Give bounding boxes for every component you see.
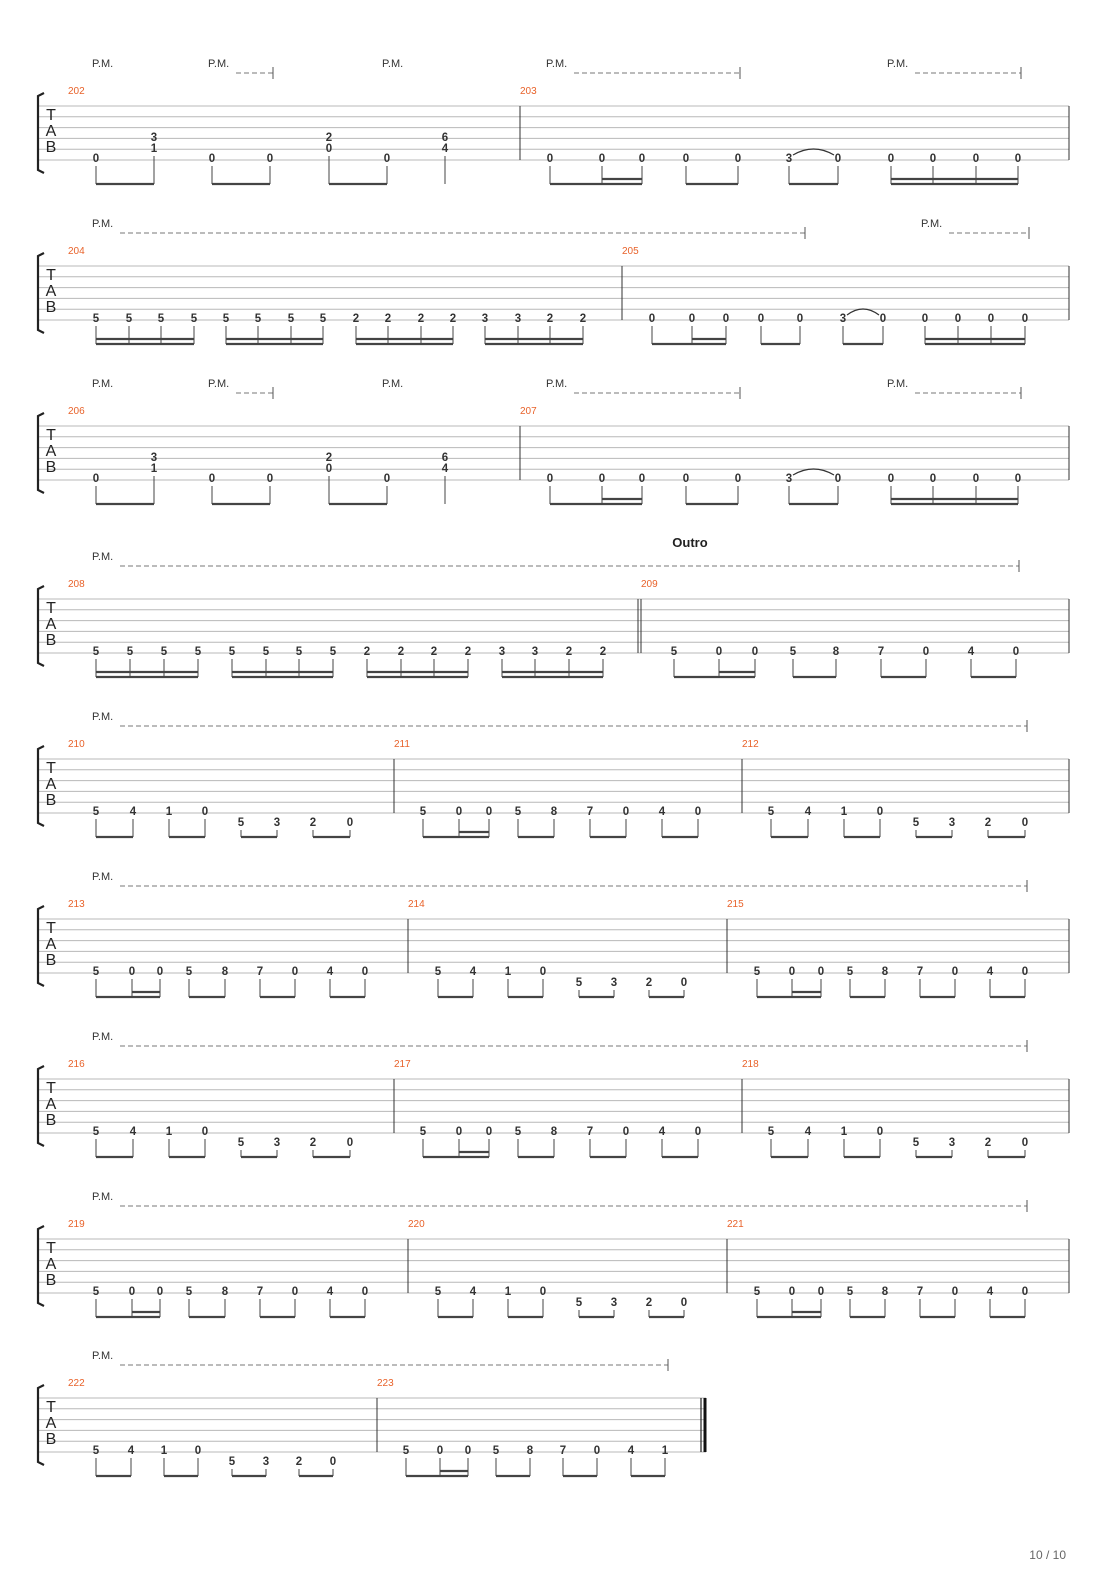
palm-mute-label: P.M. — [887, 58, 909, 70]
fret-number: 4 — [627, 1445, 635, 1457]
fret-number: 0 — [455, 806, 463, 818]
page-number: 10 / 10 — [1029, 1548, 1066, 1562]
fret-number: 5 — [160, 646, 168, 658]
fret-number: 5 — [846, 1286, 854, 1298]
fret-number: 5 — [190, 313, 198, 325]
fret-number: 2 — [565, 646, 573, 658]
tab-clef-letter: T — [46, 267, 56, 284]
fret-number: 0 — [682, 153, 690, 165]
fret-number: 5 — [846, 966, 854, 978]
fret-number: 0 — [951, 1286, 959, 1298]
fret-number: 5 — [789, 646, 797, 658]
fret-number: 5 — [157, 313, 165, 325]
fret-number: 5 — [92, 806, 100, 818]
fret-number: 5 — [254, 313, 262, 325]
palm-mute-label: P.M. — [546, 378, 568, 390]
fret-number: 0 — [361, 966, 369, 978]
fret-number: 5 — [92, 966, 100, 978]
fret-number: 0 — [834, 153, 842, 165]
fret-number: 0 — [325, 143, 333, 155]
fret-number: 0 — [682, 473, 690, 485]
fret-number: 2 — [645, 1297, 653, 1309]
fret-number: 0 — [266, 473, 274, 485]
fret-number: 5 — [912, 817, 920, 829]
fret-number: 7 — [586, 1126, 594, 1138]
system-bracket — [38, 413, 44, 493]
fret-number: 1 — [165, 806, 173, 818]
fret-number: 1 — [165, 1126, 173, 1138]
tab-clef-letter: A — [45, 1415, 57, 1432]
measure-number: 202 — [68, 86, 85, 97]
system-bracket — [38, 586, 44, 666]
fret-number: 2 — [579, 313, 587, 325]
fret-number: 4 — [804, 806, 812, 818]
fret-number: 0 — [817, 1286, 825, 1298]
fret-number: 4 — [967, 646, 975, 658]
fret-number: 5 — [767, 1126, 775, 1138]
palm-mute-label: P.M. — [208, 378, 230, 390]
fret-number: 0 — [922, 646, 930, 658]
fret-number: 6 — [441, 132, 449, 144]
fret-number: 0 — [1014, 473, 1022, 485]
fret-number: 5 — [319, 313, 327, 325]
fret-number: 0 — [194, 1445, 202, 1457]
fret-number: 0 — [734, 153, 742, 165]
measure-number: 217 — [394, 1059, 411, 1070]
fret-number: 7 — [256, 966, 264, 978]
fret-number: 0 — [436, 1445, 444, 1457]
fret-number: 3 — [262, 1456, 270, 1468]
fret-number: 3 — [948, 817, 956, 829]
fret-number: 5 — [185, 1286, 193, 1298]
fret-number: 0 — [325, 463, 333, 475]
fret-number: 4 — [804, 1126, 812, 1138]
fret-number: 5 — [670, 646, 678, 658]
fret-number: 4 — [129, 1126, 137, 1138]
tab-clef-letter: T — [46, 1399, 56, 1416]
fret-number: 5 — [419, 1126, 427, 1138]
palm-mute-label: P.M. — [92, 1031, 114, 1043]
palm-mute-label: P.M. — [208, 58, 230, 70]
fret-number: 0 — [546, 153, 554, 165]
fret-number: 0 — [951, 966, 959, 978]
fret-number: 0 — [156, 966, 164, 978]
fret-number: 0 — [485, 806, 493, 818]
measure-number: 223 — [377, 1378, 394, 1389]
fret-number: 5 — [753, 966, 761, 978]
fret-number: 0 — [929, 153, 937, 165]
fret-number: 5 — [126, 646, 134, 658]
fret-number: 5 — [228, 646, 236, 658]
fret-number: 0 — [383, 153, 391, 165]
fret-number: 0 — [638, 473, 646, 485]
fret-number: 0 — [796, 313, 804, 325]
fret-number: 0 — [156, 1286, 164, 1298]
fret-number: 4 — [441, 143, 449, 155]
fret-number: 0 — [266, 153, 274, 165]
fret-number: 0 — [921, 313, 929, 325]
fret-number: 1 — [150, 143, 158, 155]
fret-number: 0 — [648, 313, 656, 325]
fret-number: 2 — [309, 1137, 317, 1149]
tab-clef-letter: A — [45, 1256, 57, 1273]
fret-number: 0 — [694, 1126, 702, 1138]
fret-number: 2 — [984, 817, 992, 829]
fret-number: 4 — [986, 1286, 994, 1298]
fret-number: 2 — [430, 646, 438, 658]
fret-number: 5 — [329, 646, 337, 658]
fret-number: 4 — [326, 966, 334, 978]
fret-number: 5 — [434, 1286, 442, 1298]
fret-number: 4 — [658, 1126, 666, 1138]
fret-number: 0 — [788, 966, 796, 978]
tie — [793, 469, 834, 475]
fret-number: 0 — [622, 806, 630, 818]
fret-number: 8 — [881, 1286, 889, 1298]
tab-clef-letter: T — [46, 920, 56, 937]
palm-mute-label: P.M. — [382, 58, 404, 70]
palm-mute-label: P.M. — [92, 711, 114, 723]
fret-number: 7 — [916, 966, 924, 978]
fret-number: 5 — [912, 1137, 920, 1149]
fret-number: 4 — [129, 806, 137, 818]
palm-mute-label: P.M. — [382, 378, 404, 390]
fret-number: 5 — [295, 646, 303, 658]
fret-number: 3 — [839, 313, 847, 325]
fret-number: 5 — [222, 313, 230, 325]
tab-clef-letter: B — [45, 459, 57, 476]
fret-number: 5 — [767, 806, 775, 818]
tab-clef-letter: A — [45, 776, 57, 793]
fret-number: 0 — [291, 1286, 299, 1298]
fret-number: 7 — [916, 1286, 924, 1298]
fret-number: 5 — [434, 966, 442, 978]
fret-number: 0 — [954, 313, 962, 325]
fret-number: 0 — [598, 153, 606, 165]
fret-number: 1 — [661, 1445, 669, 1457]
fret-number: 2 — [325, 452, 333, 464]
fret-number: 5 — [402, 1445, 410, 1457]
fret-number: 0 — [715, 646, 723, 658]
fret-number: 0 — [361, 1286, 369, 1298]
fret-number: 0 — [887, 473, 895, 485]
tab-clef-letter: B — [45, 299, 57, 316]
measure-number: 208 — [68, 579, 85, 590]
tab-clef-letter: T — [46, 1240, 56, 1257]
fret-number: 7 — [877, 646, 885, 658]
tie — [793, 149, 834, 155]
fret-number: 0 — [688, 313, 696, 325]
system-bracket — [38, 906, 44, 986]
tab-clef-letter: B — [45, 632, 57, 649]
fret-number: 2 — [546, 313, 554, 325]
fret-number: 5 — [514, 1126, 522, 1138]
fret-number: 0 — [929, 473, 937, 485]
tab-clef-letter: A — [45, 936, 57, 953]
fret-number: 0 — [1021, 313, 1029, 325]
fret-number: 0 — [757, 313, 765, 325]
fret-number: 8 — [832, 646, 840, 658]
fret-number: 3 — [785, 473, 793, 485]
system-bracket — [38, 1066, 44, 1146]
fret-number: 4 — [469, 966, 477, 978]
tab-clef-letter: B — [45, 792, 57, 809]
fret-number: 5 — [125, 313, 133, 325]
fret-number: 5 — [92, 1286, 100, 1298]
fret-number: 0 — [876, 1126, 884, 1138]
fret-number: 0 — [1021, 1137, 1029, 1149]
fret-number: 0 — [485, 1126, 493, 1138]
fret-number: 2 — [464, 646, 472, 658]
fret-number: 0 — [329, 1456, 337, 1468]
fret-number: 0 — [734, 473, 742, 485]
fret-number: 2 — [325, 132, 333, 144]
palm-mute-label: P.M. — [921, 218, 943, 230]
fret-number: 4 — [326, 1286, 334, 1298]
fret-number: 5 — [92, 1126, 100, 1138]
fret-number: 8 — [221, 1286, 229, 1298]
palm-mute-label: P.M. — [92, 58, 114, 70]
fret-number: 5 — [262, 646, 270, 658]
palm-mute-label: P.M. — [546, 58, 568, 70]
fret-number: 0 — [455, 1126, 463, 1138]
fret-number: 1 — [504, 1286, 512, 1298]
fret-number: 5 — [237, 1137, 245, 1149]
fret-number: 2 — [295, 1456, 303, 1468]
fret-number: 3 — [498, 646, 506, 658]
fret-number: 0 — [291, 966, 299, 978]
fret-number: 2 — [449, 313, 457, 325]
fret-number: 0 — [1014, 153, 1022, 165]
fret-number: 8 — [881, 966, 889, 978]
measure-number: 213 — [68, 899, 85, 910]
fret-number: 0 — [876, 806, 884, 818]
fret-number: 3 — [514, 313, 522, 325]
fret-number: 0 — [622, 1126, 630, 1138]
palm-mute-label: P.M. — [92, 1350, 114, 1362]
fret-number: 5 — [92, 313, 100, 325]
system-bracket — [38, 93, 44, 173]
fret-number: 0 — [92, 153, 100, 165]
fret-number: 0 — [788, 1286, 796, 1298]
fret-number: 2 — [645, 977, 653, 989]
fret-number: 2 — [363, 646, 371, 658]
fret-number: 5 — [237, 817, 245, 829]
tab-clef-letter: T — [46, 107, 56, 124]
fret-number: 4 — [127, 1445, 135, 1457]
fret-number: 4 — [441, 463, 449, 475]
fret-number: 1 — [160, 1445, 168, 1457]
fret-number: 1 — [150, 463, 158, 475]
fret-number: 5 — [92, 646, 100, 658]
fret-number: 0 — [1021, 1286, 1029, 1298]
measure-number: 220 — [408, 1219, 425, 1230]
system-bracket — [38, 1385, 44, 1465]
fret-number: 0 — [887, 153, 895, 165]
fret-number: 0 — [201, 1126, 209, 1138]
fret-number: 2 — [984, 1137, 992, 1149]
measure-number: 215 — [727, 899, 744, 910]
fret-number: 0 — [208, 153, 216, 165]
measure-number: 206 — [68, 406, 85, 417]
measure-number: 207 — [520, 406, 537, 417]
system-bracket — [38, 746, 44, 826]
fret-number: 1 — [504, 966, 512, 978]
fret-number: 0 — [1021, 966, 1029, 978]
tab-clef-letter: A — [45, 123, 57, 140]
measure-number: 221 — [727, 1219, 744, 1230]
fret-number: 5 — [753, 1286, 761, 1298]
fret-number: 0 — [694, 806, 702, 818]
fret-number: 0 — [638, 153, 646, 165]
system-bracket — [38, 1226, 44, 1306]
fret-number: 8 — [550, 1126, 558, 1138]
fret-number: 0 — [834, 473, 842, 485]
tab-clef-letter: B — [45, 1431, 57, 1448]
fret-number: 3 — [273, 1137, 281, 1149]
measure-number: 222 — [68, 1378, 85, 1389]
measure-number: 205 — [622, 246, 639, 257]
tab-clef-letter: B — [45, 952, 57, 969]
measure-number: 203 — [520, 86, 537, 97]
fret-number: 8 — [526, 1445, 534, 1457]
tab-clef-letter: B — [45, 1272, 57, 1289]
palm-mute-label: P.M. — [92, 871, 114, 883]
palm-mute-label: P.M. — [92, 551, 114, 563]
fret-number: 0 — [751, 646, 759, 658]
fret-number: 0 — [201, 806, 209, 818]
measure-number: 209 — [641, 579, 658, 590]
fret-number: 2 — [417, 313, 425, 325]
measure-number: 216 — [68, 1059, 85, 1070]
tab-clef-letter: A — [45, 443, 57, 460]
fret-number: 0 — [1021, 817, 1029, 829]
tab-clef-letter: A — [45, 616, 57, 633]
section-label: Outro — [672, 535, 708, 550]
fret-number: 0 — [680, 977, 688, 989]
fret-number: 4 — [658, 806, 666, 818]
tie — [847, 309, 879, 315]
fret-number: 7 — [586, 806, 594, 818]
tab-clef-letter: A — [45, 1096, 57, 1113]
fret-number: 0 — [346, 1137, 354, 1149]
fret-number: 0 — [346, 817, 354, 829]
fret-number: 4 — [986, 966, 994, 978]
palm-mute-label: P.M. — [92, 1191, 114, 1203]
fret-number: 4 — [469, 1286, 477, 1298]
fret-number: 7 — [256, 1286, 264, 1298]
tab-clef-letter: B — [45, 139, 57, 156]
fret-number: 0 — [128, 966, 136, 978]
fret-number: 5 — [228, 1456, 236, 1468]
tab-clef-letter: T — [46, 427, 56, 444]
fret-number: 5 — [575, 977, 583, 989]
fret-number: 3 — [785, 153, 793, 165]
fret-number: 6 — [441, 452, 449, 464]
fret-number: 0 — [464, 1445, 472, 1457]
fret-number: 0 — [722, 313, 730, 325]
fret-number: 3 — [150, 132, 158, 144]
fret-number: 2 — [599, 646, 607, 658]
palm-mute-label: P.M. — [92, 218, 114, 230]
measure-number: 204 — [68, 246, 85, 257]
fret-number: 5 — [492, 1445, 500, 1457]
fret-number: 3 — [273, 817, 281, 829]
tab-clef-letter: B — [45, 1112, 57, 1129]
palm-mute-label: P.M. — [887, 378, 909, 390]
fret-number: 5 — [185, 966, 193, 978]
fret-number: 0 — [92, 473, 100, 485]
palm-mute-label: P.M. — [92, 378, 114, 390]
fret-number: 5 — [419, 806, 427, 818]
fret-number: 0 — [383, 473, 391, 485]
measure-number: 218 — [742, 1059, 759, 1070]
measure-number: 219 — [68, 1219, 85, 1230]
fret-number: 7 — [559, 1445, 567, 1457]
fret-number: 0 — [539, 966, 547, 978]
fret-number: 1 — [840, 806, 848, 818]
fret-number: 0 — [680, 1297, 688, 1309]
measure-number: 210 — [68, 739, 85, 750]
fret-number: 3 — [150, 452, 158, 464]
fret-number: 3 — [610, 977, 618, 989]
fret-number: 3 — [481, 313, 489, 325]
fret-number: 8 — [221, 966, 229, 978]
fret-number: 3 — [948, 1137, 956, 1149]
fret-number: 0 — [546, 473, 554, 485]
tab-clef-letter: T — [46, 760, 56, 777]
fret-number: 0 — [208, 473, 216, 485]
fret-number: 2 — [352, 313, 360, 325]
fret-number: 2 — [397, 646, 405, 658]
fret-number: 2 — [384, 313, 392, 325]
fret-number: 3 — [610, 1297, 618, 1309]
tab-clef-letter: A — [45, 283, 57, 300]
fret-number: 0 — [593, 1445, 601, 1457]
system-bracket — [38, 253, 44, 333]
fret-number: 0 — [972, 153, 980, 165]
fret-number: 5 — [514, 806, 522, 818]
fret-number: 8 — [550, 806, 558, 818]
fret-number: 5 — [287, 313, 295, 325]
fret-number: 0 — [598, 473, 606, 485]
fret-number: 0 — [987, 313, 995, 325]
fret-number: 5 — [92, 1445, 100, 1457]
fret-number: 1 — [840, 1126, 848, 1138]
fret-number: 0 — [128, 1286, 136, 1298]
fret-number: 0 — [879, 313, 887, 325]
fret-number: 0 — [817, 966, 825, 978]
measure-number: 212 — [742, 739, 759, 750]
fret-number: 0 — [539, 1286, 547, 1298]
fret-number: 5 — [575, 1297, 583, 1309]
fret-number: 2 — [309, 817, 317, 829]
fret-number: 3 — [531, 646, 539, 658]
fret-number: 0 — [972, 473, 980, 485]
fret-number: 5 — [194, 646, 202, 658]
measure-number: 214 — [408, 899, 425, 910]
tab-clef-letter: T — [46, 600, 56, 617]
measure-number: 211 — [394, 739, 410, 750]
fret-number: 0 — [1012, 646, 1020, 658]
tab-clef-letter: T — [46, 1080, 56, 1097]
